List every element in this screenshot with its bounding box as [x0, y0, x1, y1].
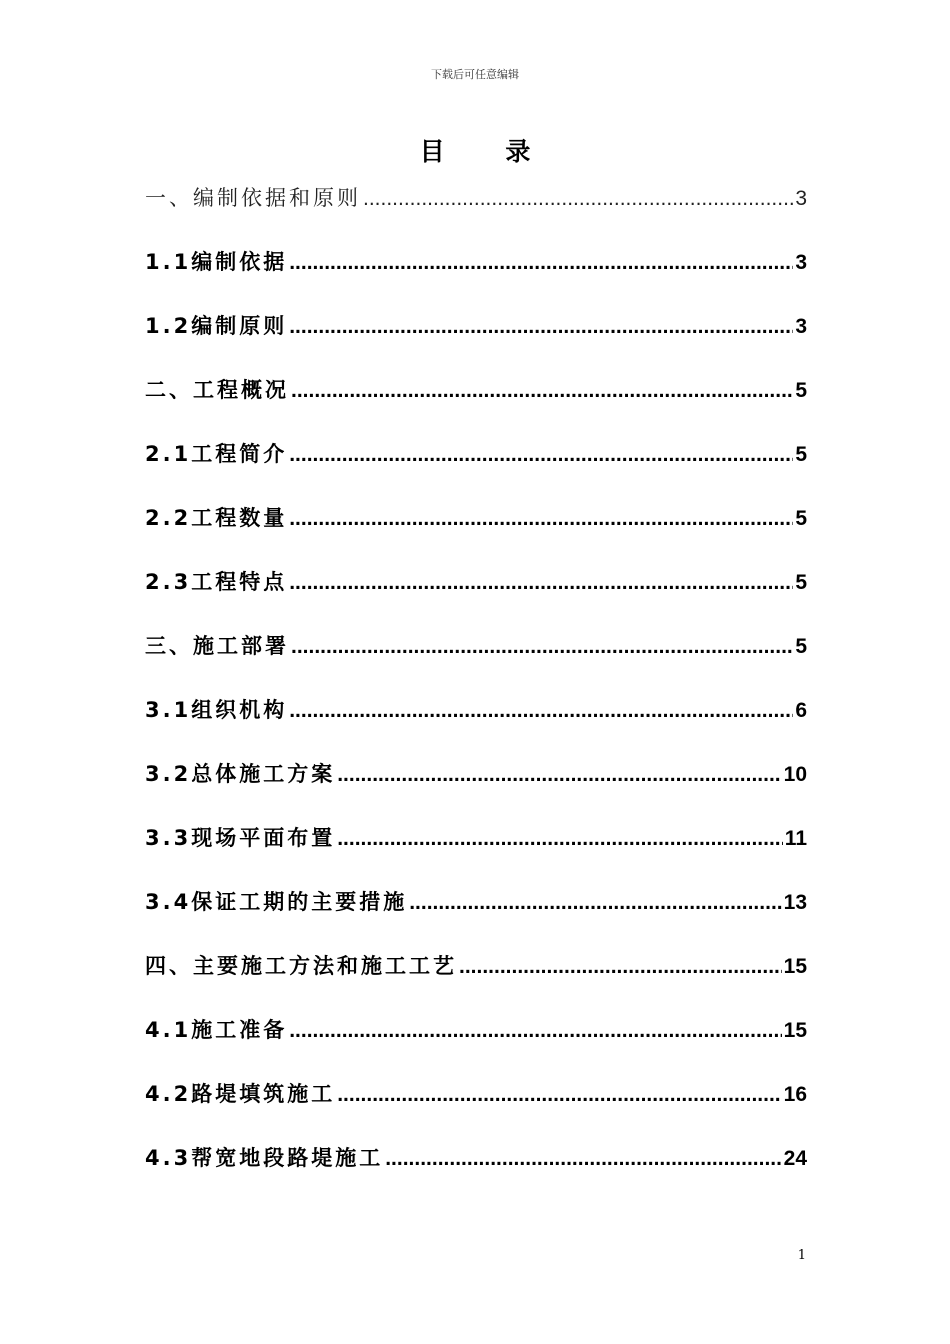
toc-leader-dots [289, 433, 793, 477]
toc-entry[interactable] [145, 176, 807, 240]
toc-entry[interactable] [145, 944, 807, 1008]
toc-entry[interactable] [145, 432, 807, 496]
toc-leader-dots [291, 369, 793, 413]
toc-leader-dots [363, 177, 793, 221]
toc-entry[interactable] [145, 688, 807, 752]
toc-entry[interactable] [145, 304, 807, 368]
toc-entry-text: 1.2编制原则 [145, 314, 288, 338]
toc-entry-page: 6 [795, 699, 807, 722]
toc-entry[interactable] [145, 1008, 807, 1072]
toc-entry-page: 3 [795, 251, 807, 274]
toc-entry[interactable] [145, 496, 807, 560]
toc-entry[interactable] [145, 624, 807, 688]
toc-leader-dots [289, 689, 793, 733]
toc-entry-text: 2.2工程数量 [145, 506, 288, 530]
toc-leader-dots [291, 625, 793, 669]
toc-entry-text: 一、编制依据和原则 [145, 186, 361, 210]
toc-entry-page: 10 [783, 763, 807, 786]
toc-leader-dots [337, 753, 781, 797]
toc-leader-dots [289, 497, 793, 541]
toc-entry[interactable] [145, 368, 807, 432]
toc-entry-text: 2.1工程简介 [145, 442, 288, 466]
toc-leader-dots [337, 1073, 781, 1117]
toc-entry-page: 5 [795, 443, 807, 466]
toc-leader-dots [459, 945, 782, 989]
toc-entry-text: 四、主要施工方法和施工工艺 [145, 954, 457, 978]
toc-entry-page: 3 [795, 187, 807, 210]
toc-entry-page: 5 [795, 507, 807, 530]
toc-entry-page: 5 [795, 571, 807, 594]
toc-entry-text: 1.1编制依据 [145, 250, 288, 274]
toc-entry[interactable] [145, 240, 807, 304]
toc-entry-page: 5 [795, 379, 807, 402]
toc-entry-page: 16 [783, 1083, 807, 1106]
toc-entry[interactable] [145, 752, 807, 816]
toc-entry-page: 3 [795, 315, 807, 338]
toc-entry[interactable] [145, 560, 807, 624]
toc-leader-dots [409, 881, 781, 925]
toc-entry-text: 二、工程概况 [145, 378, 289, 402]
toc-leader-dots [289, 561, 793, 605]
toc-leader-dots [289, 305, 793, 349]
toc-entry-page: 11 [784, 827, 807, 850]
toc-entry-text: 3.1组织机构 [145, 698, 288, 722]
toc-entry-text: 4.3帮宽地段路堤施工 [145, 1146, 384, 1170]
toc-leader-dots [289, 1009, 781, 1053]
toc-entry-page: 5 [795, 635, 807, 658]
header-note: 下载后可任意编辑 [431, 68, 519, 81]
toc-entry-page: 24 [783, 1147, 807, 1170]
toc-entry-page: 13 [783, 891, 807, 914]
toc-leader-dots [385, 1137, 781, 1181]
toc-entry[interactable] [145, 880, 807, 944]
toc-entry-text: 3.3现场平面布置 [145, 826, 336, 850]
toc-entry-text: 4.2路堤填筑施工 [145, 1082, 336, 1106]
page-number: 1 [797, 1248, 806, 1263]
toc-entry-text: 三、施工部署 [145, 634, 289, 658]
toc-entry[interactable] [145, 816, 807, 880]
toc-entry[interactable] [145, 1136, 807, 1200]
toc-entry-text: 3.2总体施工方案 [145, 762, 336, 786]
toc-entry[interactable] [145, 1072, 807, 1136]
table-of-contents [145, 176, 807, 1200]
toc-entry-text: 2.3工程特点 [145, 570, 288, 594]
toc-leader-dots [337, 817, 783, 861]
toc-entry-text: 3.4保证工期的主要措施 [145, 890, 408, 914]
toc-title: 目 录 [419, 137, 557, 166]
toc-entry-text: 4.1施工准备 [145, 1018, 288, 1042]
toc-entry-page: 15 [783, 1019, 807, 1042]
toc-entry-page: 15 [783, 955, 807, 978]
toc-leader-dots [289, 241, 793, 285]
